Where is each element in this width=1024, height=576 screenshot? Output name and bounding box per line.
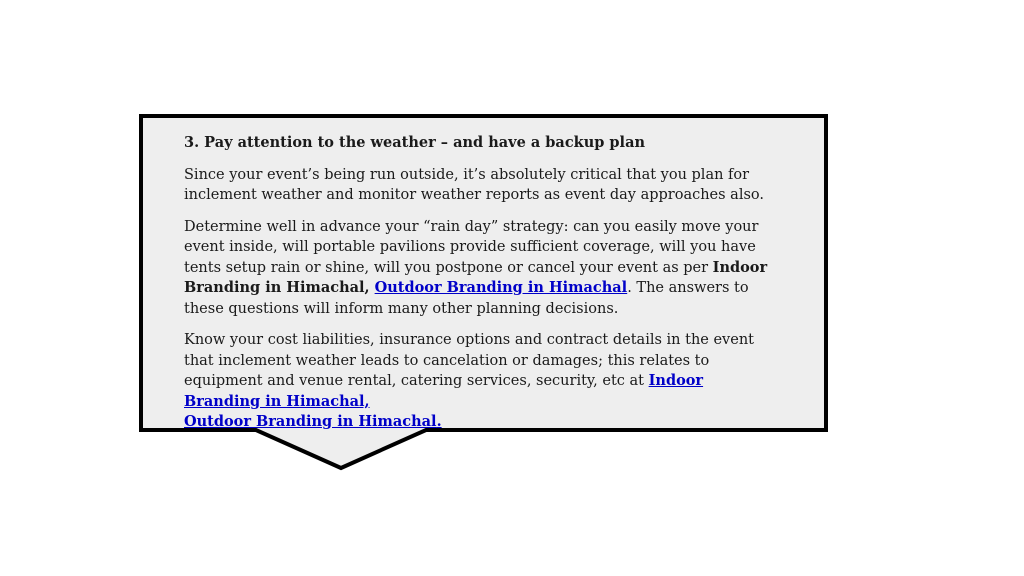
paragraph-text-after: . The answers to these questions will inform many other planning decisions. bbox=[184, 280, 749, 317]
paragraph-text: Know your cost liabilities, insurance options and contract details in the event that inclement weather leads to cancelation or damages; this relates to equipment and venue rental, catering services, security, etc at bbox=[184, 332, 754, 389]
indoor-branding-link[interactable]: Indoor Branding in Himachal, bbox=[184, 372, 704, 410]
paragraph-weather-monitoring: Since your event’s being run outside, it’s absolutely critical that you plan for inclement weather and monitor weather reports as event day approaches also. bbox=[184, 166, 764, 203]
callout-content bbox=[184, 133, 774, 444]
paragraph-cost-liabilities bbox=[184, 330, 774, 433]
paragraph-text: Determine well in advance your “rain day” strategy: can you easily move your event inside, will portable pavilions provide sufficient coverage, will you have tents setup rain or shine, will you postpone or cancel your event as per bbox=[184, 218, 759, 276]
outdoor-branding-link-2[interactable]: Outdoor Branding in Himachal bbox=[184, 413, 437, 430]
paragraph-rain-day-strategy bbox=[184, 217, 774, 320]
link-suffix[interactable]: . bbox=[436, 413, 442, 430]
bold-branding-text: Indoor Branding in Himachal, bbox=[184, 258, 768, 296]
outdoor-branding-link[interactable]: Outdoor Branding in Himachal bbox=[374, 279, 628, 296]
callout-heading: 3. Pay attention to the weather – and have a backup plan bbox=[184, 134, 646, 151]
